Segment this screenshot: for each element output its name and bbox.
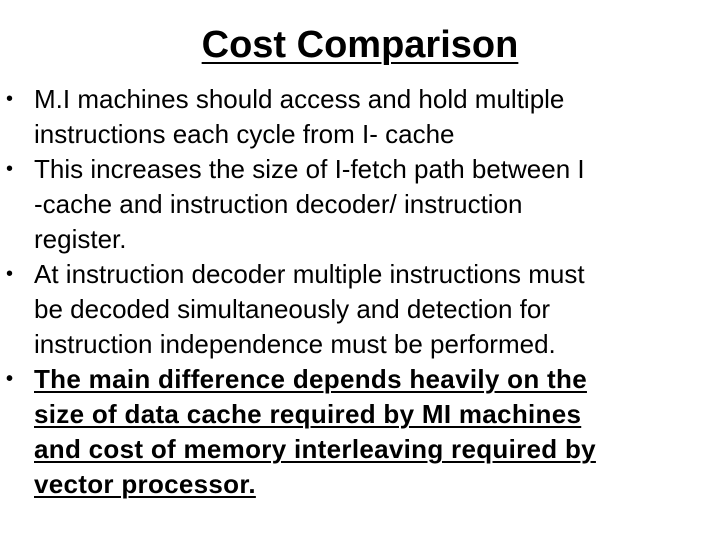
bullet-text-line: register. [34, 224, 127, 254]
bullet-text-line: instruction independence must be performed. [34, 329, 556, 359]
bullet-text-line: At instruction decoder multiple instructions must [34, 259, 585, 289]
bullet-item [0, 82, 718, 152]
bullet-text-line: The main difference depends heavily on the [34, 364, 587, 394]
bullet-text-line: This increases the size of I-fetch path between I [34, 154, 585, 184]
bullet-text-line: instructions each cycle from I- cache [34, 119, 455, 149]
bullet-text-line: -cache and instruction decoder/ instruction [34, 189, 523, 219]
bullet-list [0, 82, 718, 502]
bullet-dot-icon: • [6, 88, 14, 110]
bullet-item [0, 257, 718, 362]
bullet-text-line: be decoded simultaneously and detection for [34, 294, 551, 324]
bullet-item-emphasized [0, 362, 718, 502]
bullet-dot-icon: • [6, 263, 14, 285]
bullet-item [0, 152, 718, 257]
bullet-dot-icon: • [6, 158, 14, 180]
slide-title: Cost Comparison [201, 24, 519, 66]
bullet-text-line: and cost of memory interleaving required by [34, 434, 596, 464]
bullet-text-line: vector processor. [34, 469, 256, 499]
bullet-text-line: M.I machines should access and hold multiple [34, 84, 565, 114]
bullet-dot-icon: • [6, 368, 14, 390]
bullet-text-line: size of data cache required by MI machines [34, 399, 582, 429]
